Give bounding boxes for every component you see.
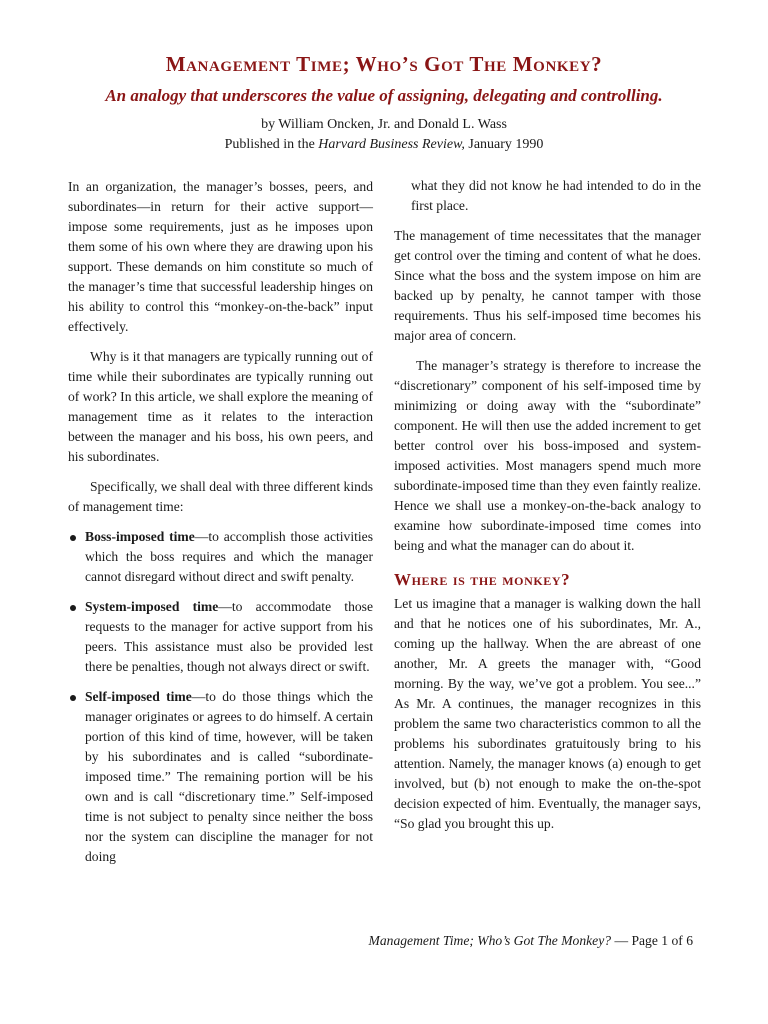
publication-name: Harvard Business Review,: [318, 137, 465, 152]
paragraph: The manager’s strategy is therefore to increase the “discretionary” component of his self-imposed time by minimizing or doing away with the “subordinate” component. He will then use the added increment to get better control over his boss-imposed and system-imposed activities. Most managers spend much more subordinate-imposed time than they even faintly realize. Hence we shall use a monkey-on-the-back analogy to examine how subordinate-imposed time comes into being and what the manager can do about it.: [394, 358, 701, 553]
publication-line: [0, 137, 768, 153]
page-number: — Page 1 of 6: [611, 933, 693, 948]
list-item: [68, 527, 373, 587]
list-item-term: System-imposed time: [85, 599, 219, 614]
paragraph: Why is it that managers are typically running out of time while their subordinates are typically running out of work? In this article, we shall explore the meaning of management time as it relates to the interaction between the manager and his boss, his own peers, and his subordinates.: [68, 349, 373, 464]
footer-title: Management Time; Who’s Got The Monkey?: [368, 933, 612, 948]
paragraph: Specifically, we shall deal with three different kinds of management time:: [68, 479, 373, 514]
list-item-term: Self-imposed time: [85, 689, 192, 704]
list-item-text: —to accommodate those requests to the manager for active support from his peers. This assistance must also be provided lest there be penalties, though not always direct or swift.: [85, 599, 373, 674]
section-heading: Where is the monkey?: [394, 570, 571, 589]
list-item-term: Boss-imposed time: [85, 529, 195, 544]
paragraph: In an organization, the manager’s bosses, peers, and subordinates—in return for their active support—impose some requirements, just as he imposes upon them some of his own where they are drawing upon his support. These demands on him constitute so much of the manager’s time that successful leadership hinges on his ability to control this “monkey-on-the-back” input effectively.: [68, 179, 373, 334]
paragraph-continuation: what they did not know he had intended to do in the first place.: [411, 178, 701, 213]
bullet-icon: [70, 605, 76, 611]
paragraph: The management of time necessitates that the manager get control over the timing and content of what he does. Since what the boss and the system impose on him are backed up by penalty, he cannot tamper with those requirements. Thus his self-imposed time becomes his major area of concern.: [394, 228, 701, 343]
left-column: [68, 177, 373, 877]
list-item: [68, 687, 373, 867]
document-subtitle: An analogy that underscores the value of assigning, delegating and controlling.: [105, 86, 663, 105]
time-types-list: [68, 527, 373, 867]
published-prefix: Published in the: [224, 137, 319, 152]
byline: by William Oncken, Jr. and Donald L. Wass: [261, 117, 507, 132]
page-footer: [369, 933, 693, 949]
right-column: [394, 176, 701, 844]
bullet-icon: [70, 695, 76, 701]
paragraph: Let us imagine that a manager is walking down the hall and that he notices one of his subordinates, Mr. A., coming up the hallway. When the are abreast of one another, Mr. A greets the manager with, “Good morning. By the way, we’ve got a problem. You see...” As Mr. A continues, the manager recognizes in this problem the same two characteristics common to all the problems his subordinates gratuitously bring to his attention. Namely, the manager knows (a) enough to get involved, but (b) not enough to make the on-the-spot decision expected of him. Eventually, the manager says, “So glad you brought this up.: [394, 596, 701, 831]
list-item-text: —to do those things which the manager originates or agrees to do himself. A certain portion of this kind of time, however, will be taken by his subordinates and is called “subordinate-imposed time.” The remaining portion will be his own and is call “discretionary time.” Self-imposed time is not subject to penalty since neither the boss nor the system can discipline the manager for not doing: [85, 689, 374, 864]
list-item-text: —to accomplish those activities which the boss requires and which the manager cannot disregard without direct and swift penalty.: [85, 529, 374, 584]
list-item: [68, 597, 373, 677]
published-date: January 1990: [464, 137, 544, 152]
bullet-icon: [70, 535, 76, 541]
document-title: Management Time; Who’s Got The Monkey?: [165, 52, 603, 76]
